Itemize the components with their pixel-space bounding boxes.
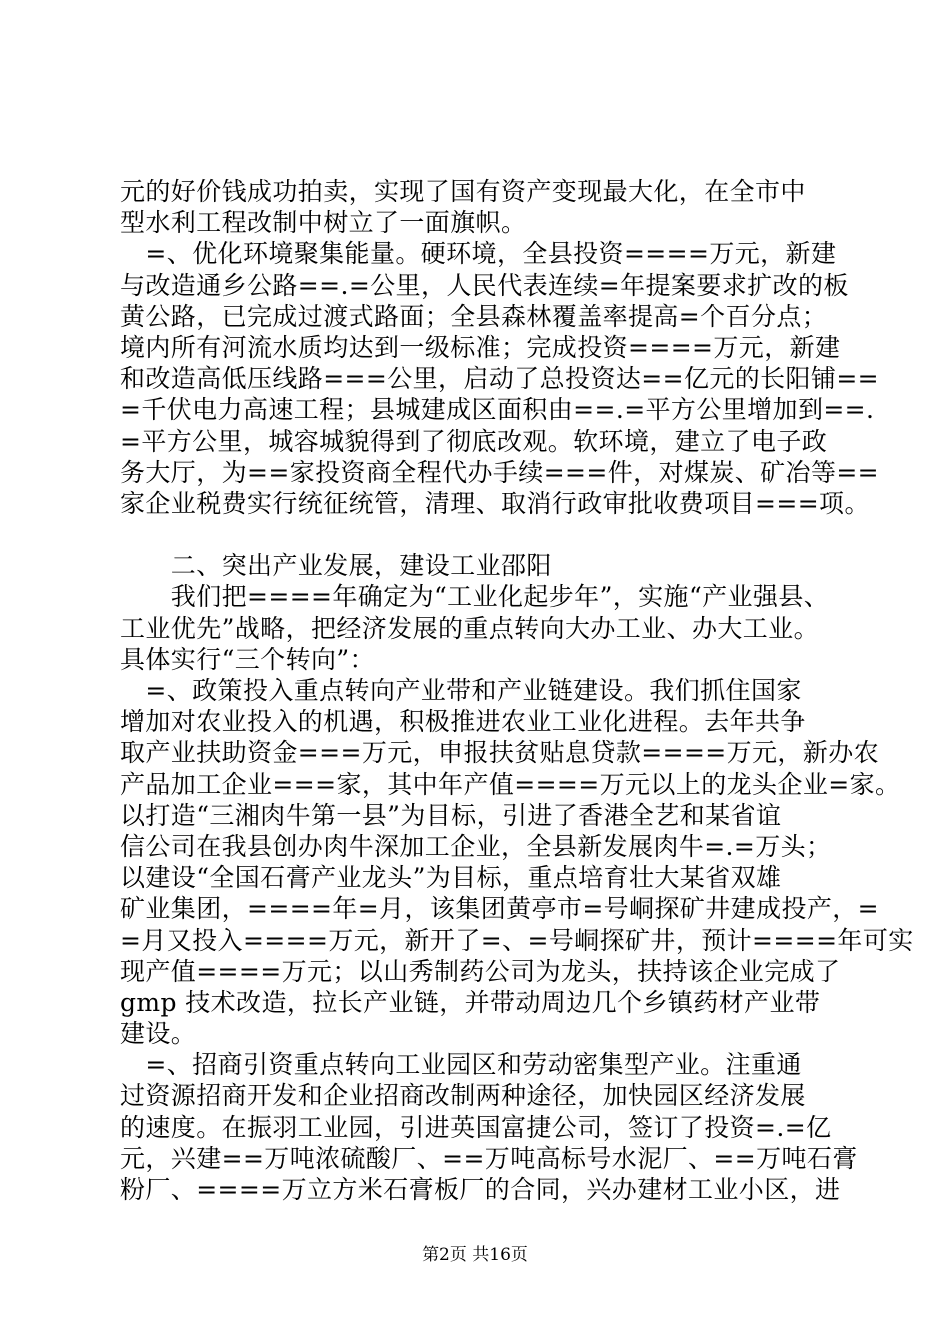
text-line: 以建设“全国石膏产业龙头”为目标，重点培育壮大某省双雄 — [120, 863, 782, 893]
text-line: 信公司在我县创办肉牛深加工企业，全县新发展肉牛=.=万头； — [120, 831, 832, 861]
text-line: =月又投入====万元，新开了=、=号峒探矿井，预计====年可实 — [120, 925, 914, 955]
text-line: 家企业税费实行统征统管，清理、取消行政审批收费项目===项。 — [120, 488, 870, 518]
text-line: 增加对农业投入的机遇，积极推进农业工业化进程。去年共争 — [120, 707, 806, 737]
text-line: 我们把====年确定为“工业化起步年”，实施“产业强县、 — [120, 582, 830, 612]
text-line: 具体实行“三个转向”： — [120, 644, 375, 674]
text-line: =千伏电力高速工程；县城建成区面积由==.=平方公里增加到==. — [120, 395, 875, 425]
text-line: 矿业集团，====年=月，该集团黄亭市=号峒探矿井建成投产，= — [120, 894, 880, 924]
text-line: 取产业扶助资金===万元，申报扶贫贴息贷款====万元，新办农 — [120, 738, 880, 768]
text-line: =、政策投入重点转向产业带和产业链建设。我们抓住国家 — [120, 676, 802, 705]
text-line: 工业优先”战略，把经济发展的重点转向大办工业、办大工业。 — [120, 613, 819, 643]
text-line: 与改造通乡公路==.=公里，人民代表连续=年提案要求扩改的板 — [120, 270, 849, 300]
text-line: 过资源招商开发和企业招商改制两种途径，加快园区经济发展 — [120, 1081, 806, 1111]
text-line: 和改造高低压线路===公里，启动了总投资达==亿元的长阳铺== — [120, 364, 880, 394]
text-line: 二、突出产业发展，建设工业邵阳 — [120, 551, 552, 581]
document-body — [120, 176, 914, 1205]
text-line: 产品加工企业===家，其中年产值====万元以上的龙头企业=家。 — [120, 769, 901, 799]
text-line: =、优化环境聚集能量。硬环境，全县投资====万元，新建 — [120, 239, 837, 269]
text-line: 境内所有河流水质均达到一级标准；完成投资====万元，新建 — [120, 332, 841, 362]
text-line: 黄公路，已完成过渡式路面；全县森林覆盖率提高=个百分点； — [120, 301, 828, 331]
text-line: 的速度。在振羽工业园，引进英国富捷公司，签订了投资=.=亿 — [120, 1112, 832, 1142]
text-line: gmp 技术改造，拉长产业链，并带动周边几个乡镇药材产业带 — [120, 987, 821, 1017]
text-line: 元的好价钱成功拍卖，实现了国有资产变现最大化，在全市中 — [120, 177, 806, 206]
text-line: =平方公里，城容城貌得到了彻底改观。软环境，建立了电子政 — [120, 426, 828, 456]
text-line: =、招商引资重点转向工业园区和劳动密集型产业。注重通 — [120, 1050, 802, 1080]
text-line: 型水利工程改制中树立了一面旗帜。 — [120, 208, 527, 238]
paragraph-gap — [120, 519, 840, 550]
text-line: 建设。 — [120, 1019, 197, 1049]
page-footer: 第2页 共16页 — [422, 1245, 528, 1265]
text-line: 务大厅，为==家投资商全程代办手续===件，对煤炭、矿冶等== — [120, 457, 880, 487]
text-line: 现产值====万元；以山秀制药公司为龙头，扶持该企业完成了 — [120, 956, 841, 986]
text-line: 粉厂、====万立方米石膏板厂的合同，兴办建材工业小区，进 — [120, 1175, 841, 1204]
text-line: 以打造“三湘肉牛第一县”为目标，引进了香港全艺和某省谊 — [120, 800, 782, 830]
text-line: 元，兴建==万吨浓硫酸厂、==万吨高标号水泥厂、==万吨石膏 — [120, 1143, 858, 1173]
